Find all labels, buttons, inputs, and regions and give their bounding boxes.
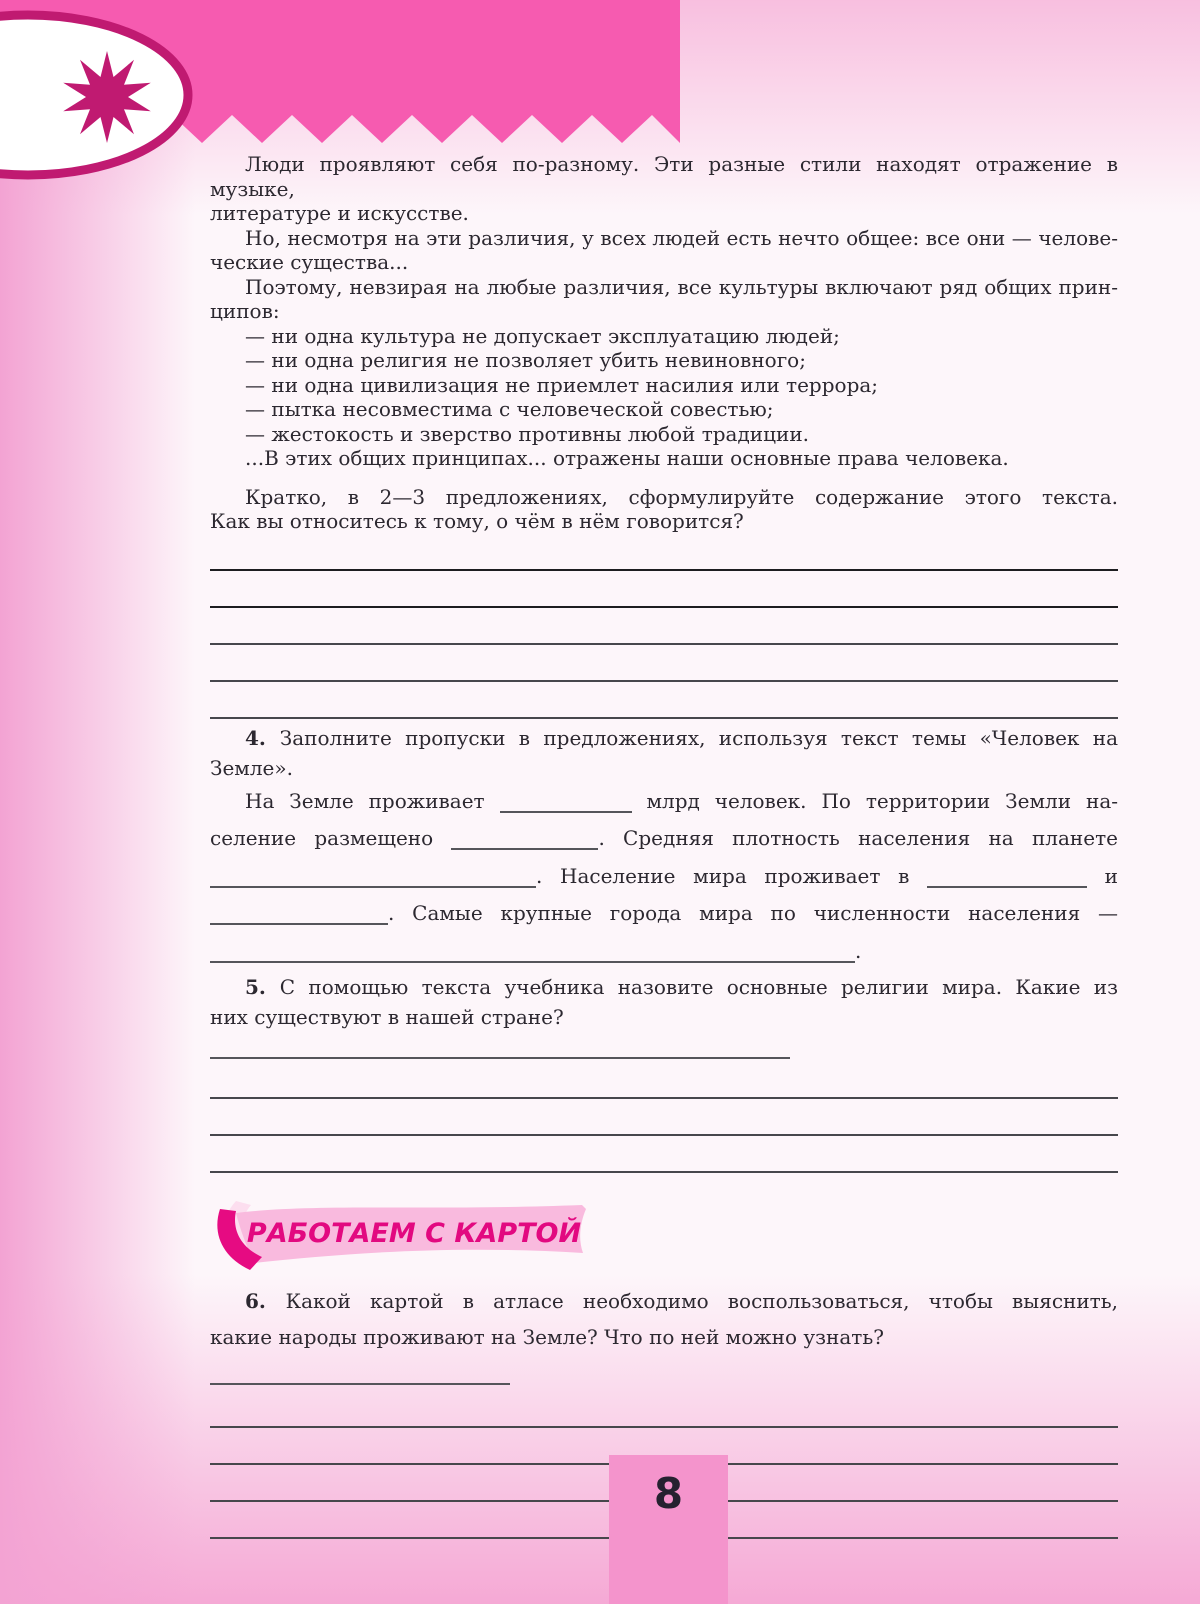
write-line	[210, 1062, 1118, 1099]
text-line: . Самые крупные города мира по численности населения —	[210, 895, 1118, 933]
write-line	[210, 645, 1118, 682]
star-badge	[0, 0, 220, 200]
intro-paragraph-4	[210, 446, 1118, 471]
exercise-4-fill-in	[210, 783, 1118, 971]
text-line: Кратко, в 2—3 предложениях, сформулируйте содержание этого текста.	[245, 484, 1118, 509]
write-line	[210, 682, 1118, 719]
write-line	[210, 1136, 1118, 1173]
fill-blank	[927, 864, 1087, 888]
fill-blank	[210, 864, 536, 888]
text-line: ципов:	[210, 299, 280, 323]
text-line: — ни одна религия не позволяет убить невиновного;	[245, 348, 806, 372]
page-number: 8	[653, 1469, 684, 1518]
intro-paragraph-3	[210, 275, 1118, 324]
principles-list	[210, 324, 1118, 447]
write-line	[210, 608, 1118, 645]
write-line	[210, 571, 1118, 608]
fill-blank	[210, 1035, 790, 1059]
text-line: Но, несмотря на эти различия, у всех людей есть нечто общее: все они — челове-	[245, 225, 1118, 250]
answer-lines-ex5	[210, 1062, 1118, 1173]
fill-blank	[500, 789, 632, 813]
text-line: . Население мира проживает в и	[210, 858, 1118, 896]
page-number-badge	[609, 1455, 728, 1604]
text-line: 4. Заполните пропуски в предложениях, используя текст темы «Человек на	[245, 725, 1118, 750]
text-line: — ни одна цивилизация не приемлет насилия или террора;	[245, 372, 879, 397]
intro-paragraph-1	[210, 152, 1118, 226]
exercise-number: 5.	[245, 975, 280, 999]
fill-blank	[210, 939, 855, 963]
exercise-5-intro	[210, 972, 1118, 1062]
text-line: ...В этих общих принципах... отражены наши основные права человека.	[245, 446, 1009, 470]
exercise-4-intro	[210, 723, 1118, 783]
section-ribbon	[210, 1197, 1118, 1273]
text-line: селение размещено . Средняя плотность населения на планете	[210, 826, 1118, 850]
text-line: — ни одна культура не допускает эксплуатацию людей;	[245, 323, 840, 348]
text-line: .	[210, 933, 1118, 971]
text-line: — жестокость и зверство противны любой традиции.	[245, 421, 810, 446]
page-content	[210, 0, 1118, 1539]
text-line: ческие существа...	[210, 250, 409, 274]
text-line: Люди проявляют себя по-разному. Эти разные стили находят отражение в музыке,	[210, 152, 1118, 201]
text-line: 5. С помощью текста учебника назовите основные религии мира. Какие из	[245, 975, 1118, 999]
intro-paragraph-2	[210, 226, 1118, 275]
write-line	[210, 1099, 1118, 1136]
text-line: Земле».	[210, 755, 293, 780]
answer-lines-prompt	[210, 534, 1118, 719]
text-line: какие народы проживают на Земле? Что по ней можно узнать?	[210, 1319, 1118, 1391]
fill-blank	[210, 901, 388, 925]
ribbon-label: РАБОТАЕМ С КАРТОЙ	[246, 1218, 582, 1249]
ribbon-graphic	[206, 1197, 806, 1273]
fill-blank	[451, 826, 598, 850]
text-line: На Земле проживает млрд человек. По территории Земли на-	[245, 788, 1118, 813]
fill-blank	[210, 1361, 510, 1385]
text-line: них существуют в нашей стране?	[210, 1002, 1118, 1062]
text-line: Поэтому, невзирая на любые различия, все культуры включают ряд общих прин-	[245, 274, 1118, 299]
exercise-number: 4.	[245, 725, 280, 750]
write-line	[210, 1391, 1118, 1428]
text-line: литературе и искусстве.	[210, 201, 469, 225]
text-line: 6. Какой картой в атласе необходимо воспользоваться, чтобы выяснить,	[245, 1289, 1118, 1313]
task-prompt	[210, 485, 1118, 534]
exercise-number: 6.	[245, 1289, 286, 1313]
write-line	[210, 534, 1118, 571]
text-line: Как вы относитесь к тому, о чём в нём говорится?	[210, 509, 744, 533]
exercise-6-intro	[210, 1283, 1118, 1391]
text-line: — пытка несовместима с человеческой совестью;	[245, 397, 774, 421]
